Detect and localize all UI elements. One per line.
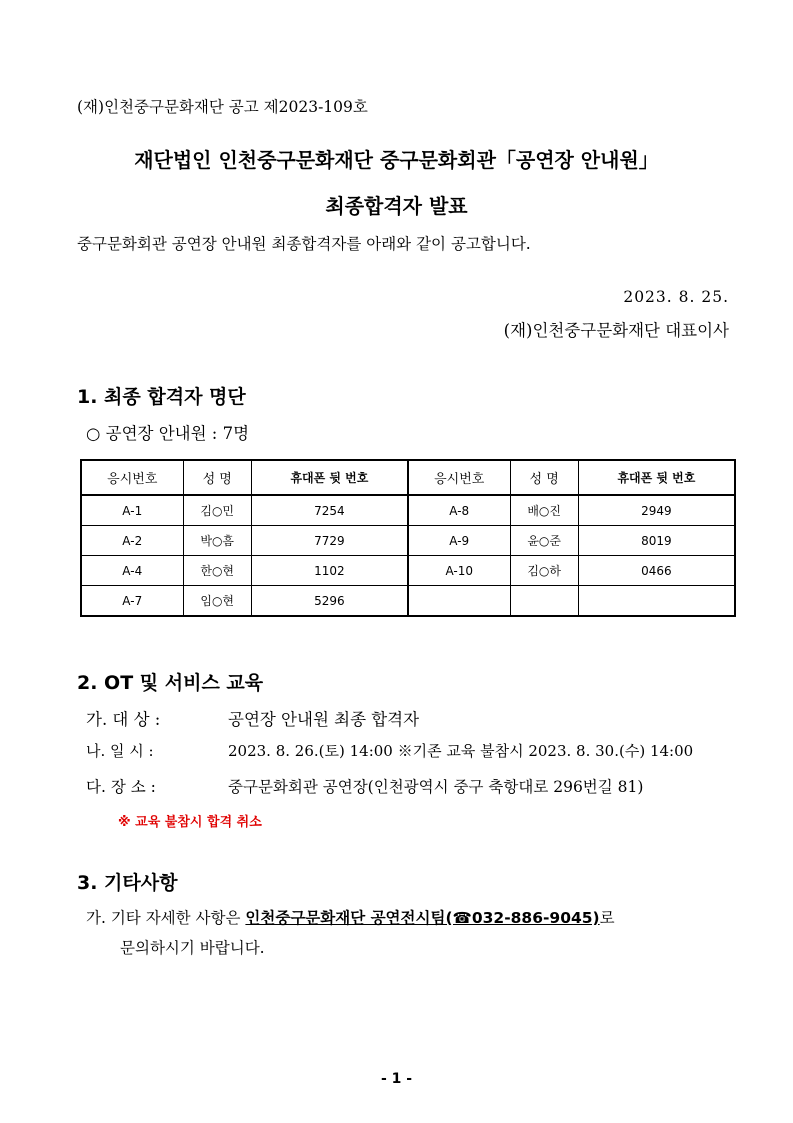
col-header-name: 성 명 — [510, 460, 578, 495]
col-header-applicant-no: 응시번호 — [408, 460, 510, 495]
target-value: 공연장 안내원 최종 합격자 — [228, 710, 420, 729]
orientation-target — [86, 706, 419, 730]
table-cell — [578, 586, 735, 617]
table-cell: 1102 — [251, 556, 408, 586]
document-title: 재단법인 인천중구문화재단 중구문화회관「공연장 안내원」 — [134, 148, 659, 172]
issuer: (재)인천중구문화재단 대표이사 — [503, 321, 729, 340]
other-info-line1 — [86, 906, 615, 928]
table-cell — [510, 586, 578, 617]
notice-date: 2023. 8. 25. — [623, 288, 729, 306]
orientation-datetime — [86, 740, 693, 761]
table-cell: A-8 — [408, 495, 510, 526]
finalists-table — [80, 459, 736, 617]
table-header-row — [81, 460, 735, 495]
table-row — [81, 495, 735, 526]
other-info-suffix: 로 — [599, 909, 615, 927]
table-cell: 5296 — [251, 586, 408, 617]
table-cell: A-9 — [408, 526, 510, 556]
table-cell: 8019 — [578, 526, 735, 556]
notice-number: (재)인천중구문화재단 공고 제2023-109호 — [77, 98, 368, 116]
place-value: 중구문화회관 공연장(인천광역시 중구 축항대로 296번길 81) — [228, 778, 644, 796]
col-header-applicant-no: 응시번호 — [81, 460, 183, 495]
table-cell: A-4 — [81, 556, 183, 586]
orientation-place — [86, 775, 643, 797]
table-cell: 박○흠 — [183, 526, 251, 556]
table-cell: A-2 — [81, 526, 183, 556]
table-cell: A-7 — [81, 586, 183, 617]
intro-text: 중구문화회관 공연장 안내원 최종합격자를 아래와 같이 공고합니다. — [77, 235, 531, 253]
section-heading-orientation: 2. OT 및 서비스 교육 — [77, 672, 264, 694]
target-label: 가. 대 상 : — [86, 710, 161, 729]
col-header-phone: 휴대폰 뒷 번호 — [578, 460, 735, 495]
place-label: 다. 장 소 : — [86, 778, 156, 796]
col-header-phone: 휴대폰 뒷 번호 — [251, 460, 408, 495]
other-info-line2: 문의하시기 바랍니다. — [120, 939, 265, 957]
col-header-name: 성 명 — [183, 460, 251, 495]
absence-warning: ※ 교육 불참시 합격 취소 — [118, 815, 262, 830]
table-cell — [408, 586, 510, 617]
table-cell: A-1 — [81, 495, 183, 526]
other-info-prefix: 가. 기타 자세한 사항은 — [86, 909, 246, 927]
datetime-value: 2023. 8. 26.(토) 14:00 ※기존 교육 불참시 2023. 8. 30.(수) 14:00 — [228, 742, 694, 760]
finalists-subheading: ○ 공연장 안내원 : 7명 — [86, 424, 250, 443]
table-cell: 한○현 — [183, 556, 251, 586]
table-cell: 임○현 — [183, 586, 251, 617]
table-cell: A-10 — [408, 556, 510, 586]
table-cell: 2949 — [578, 495, 735, 526]
contact-team: 인천중구문화재단 공연전시팀(☎032-886-9045) — [245, 909, 600, 927]
table-cell: 배○진 — [510, 495, 578, 526]
page-number: - 1 - — [380, 1071, 413, 1087]
table-cell: 7254 — [251, 495, 408, 526]
datetime-label: 나. 일 시 : — [86, 742, 154, 760]
section-heading-other: 3. 기타사항 — [77, 872, 178, 894]
table-row — [81, 526, 735, 556]
table-row — [81, 586, 735, 617]
table-cell: 윤○준 — [510, 526, 578, 556]
table-cell: 7729 — [251, 526, 408, 556]
table-cell: 김○민 — [183, 495, 251, 526]
document-subtitle: 최종합격자 발표 — [325, 194, 468, 218]
table-row — [81, 556, 735, 586]
table-cell: 김○하 — [510, 556, 578, 586]
table-cell: 0466 — [578, 556, 735, 586]
section-heading-finalists: 1. 최종 합격자 명단 — [77, 386, 246, 408]
